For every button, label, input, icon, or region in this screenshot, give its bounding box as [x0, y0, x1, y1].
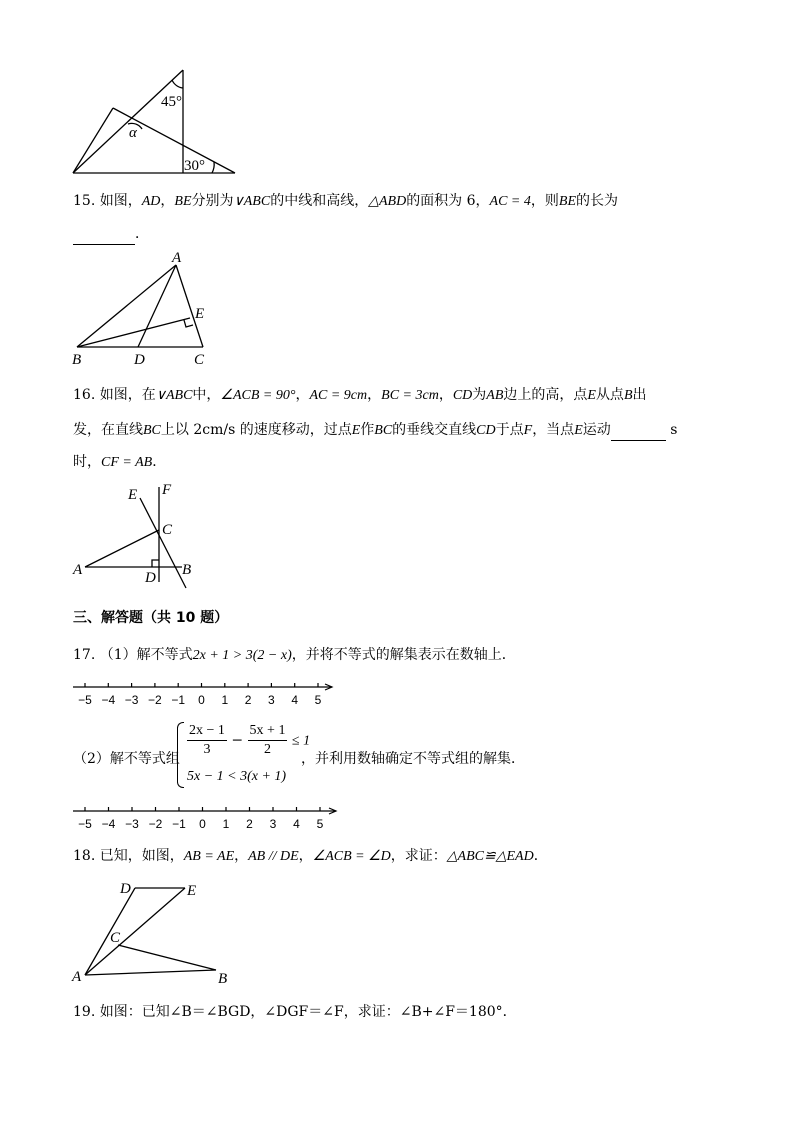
tick-label: −3 — [124, 693, 139, 707]
tick-label: 1 — [222, 817, 230, 831]
label-C: C — [194, 352, 205, 368]
tick-label: −2 — [148, 817, 163, 831]
label-B: B — [72, 352, 82, 368]
section-title: 三、解答题（共 10 题） — [73, 610, 229, 626]
label-A: A — [73, 562, 83, 578]
q15-answer-line: ． — [73, 224, 149, 245]
q18-text: 18. 已知，如图，AB = AE，AB // DE，∠ACB = ∠D，求证：△ABC≌△EAD． — [73, 848, 548, 864]
label-E: E — [187, 883, 197, 899]
tick-label: −2 — [148, 693, 162, 707]
label-E: E — [195, 306, 205, 322]
angle-alpha-label: α — [129, 125, 137, 141]
tick-label: 2 — [246, 817, 253, 831]
tick-label: −4 — [101, 693, 116, 707]
tick-label: −5 — [78, 693, 92, 707]
label-C: C — [162, 522, 173, 538]
q16-line1: 16. 如图，在∨ABC中，∠ACB = 90°，AC = 9cm，BC = 3cm，CD为AB边上的高，点E从点B出 — [73, 387, 647, 403]
tick-label: 4 — [291, 693, 299, 707]
tick-label: −4 — [101, 817, 116, 831]
tick-label: −1 — [171, 693, 186, 707]
q16-line2: 发，在直线BC上以 2cm/s 的速度移动，过点E作BC的垂线交直线CD于点F，当点E运动 s — [73, 420, 677, 441]
label-A: A — [172, 250, 182, 266]
tick-label: 1 — [221, 693, 229, 707]
q16-line3: 时，CF = AB． — [73, 454, 167, 470]
tick-label: −3 — [125, 817, 139, 831]
tick-label: −5 — [78, 817, 92, 831]
label-D: D — [120, 881, 131, 897]
angle-30-label: 30° — [184, 158, 205, 174]
tick-label: 5 — [314, 693, 322, 707]
label-B: B — [182, 562, 192, 578]
label-E: E — [128, 487, 138, 503]
tick-label: 0 — [199, 817, 206, 831]
label-C: C — [110, 930, 121, 946]
tick-label: 0 — [198, 693, 205, 707]
tick-label: −1 — [172, 817, 186, 831]
tick-label: 3 — [268, 693, 275, 707]
tick-label: 4 — [293, 817, 300, 831]
angle-45-label: 45° — [161, 94, 182, 110]
tick-label: 2 — [244, 693, 252, 707]
tick-label: 5 — [316, 817, 324, 831]
q19-text: 19. 如图：已知∠B＝∠BGD，∠DGF＝∠F，求证：∠B+∠F＝180°． — [73, 1004, 517, 1020]
label-F: F — [162, 482, 172, 498]
label-D: D — [134, 352, 145, 368]
label-A: A — [72, 969, 82, 985]
tick-label: 3 — [269, 817, 277, 831]
label-D: D — [145, 570, 156, 586]
q15-text: 15. 如图，AD，BE分别为∨ABC的中线和高线，△ABD的面积为 6，AC = 4，则BE的长为 — [73, 193, 618, 209]
q17-part1: 17. （1）解不等式2x + 1 > 3(2 − x)，并将不等式的解集表示在数轴上． — [73, 647, 516, 663]
label-B: B — [218, 971, 228, 987]
